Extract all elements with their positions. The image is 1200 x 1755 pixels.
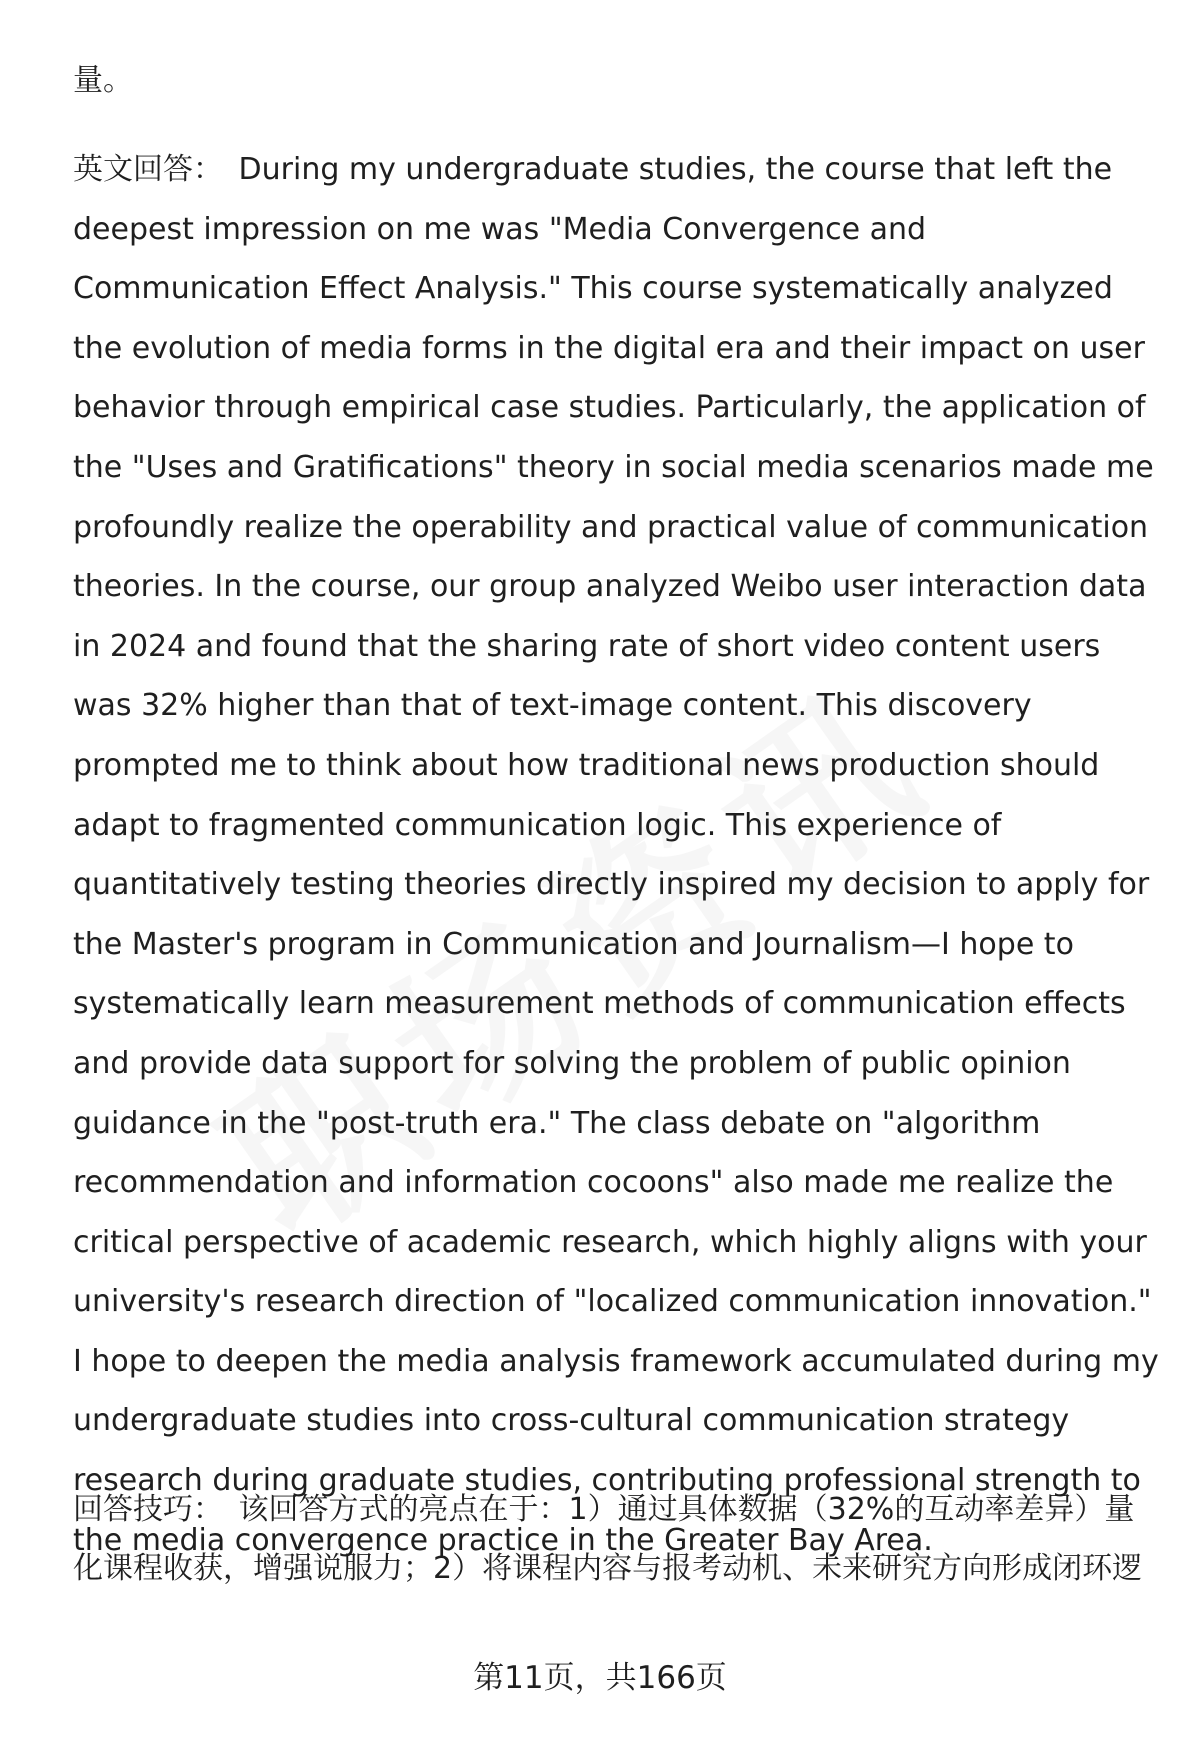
- continued-text-fragment: 量。: [73, 63, 133, 98]
- answer-tips-label: 回答技巧：: [73, 1492, 223, 1527]
- english-answer-label: 英文回答：: [73, 152, 223, 187]
- page-number-footer: 第11页，共166页: [473, 1660, 727, 1696]
- answer-tips-paragraph: [73, 1480, 1163, 1598]
- answer-tips-text: 该回答方式的亮点在于：1）通过具体数据（32%的互动率差异）量化课程收获，增强说服力；2）将课程内容与报考动机、未来研究方向形成闭环逻: [73, 1492, 1143, 1586]
- english-answer-paragraph: [73, 140, 1163, 1570]
- english-answer-text: During my undergraduate studies, the course that left the deepest impression on me was "Media Convergence and Communication Effect Analysis." This course systematically analyzed the evolution of media forms in the digital era and their impact on user behavior through empirical case studies. Particularly, the application of the "Uses and Gratifications" theory in social media scenarios made me profoundly realize the operability and practical value of communication theories. In the course, our group analyzed Weibo user interaction data in 2024 and found that the sharing rate of short video content users was 32% higher than that of text-image content. This discovery prompted me to think about how traditional news production should adapt to fragmented communication logic. This experience of quantitatively testing theories directly inspired my decision to apply for the Master's program in Communication and Journalism—I hope to systematically learn measurement methods of communication effects and provide data support for solving the problem of public opinion guidance in the "post-truth era." The class debate on "algorithm recommendation and information cocoons" also made me realize the critical perspective of academic research, which highly aligns with your university's research direction of "localized communication innovation." I hope to deepen the media analysis framework accumulated during my undergraduate studies into cross-cultural communication strategy research during graduate studies, contributing professional strength to the media convergence practice in the Greater Bay Area.: [73, 152, 1159, 1558]
